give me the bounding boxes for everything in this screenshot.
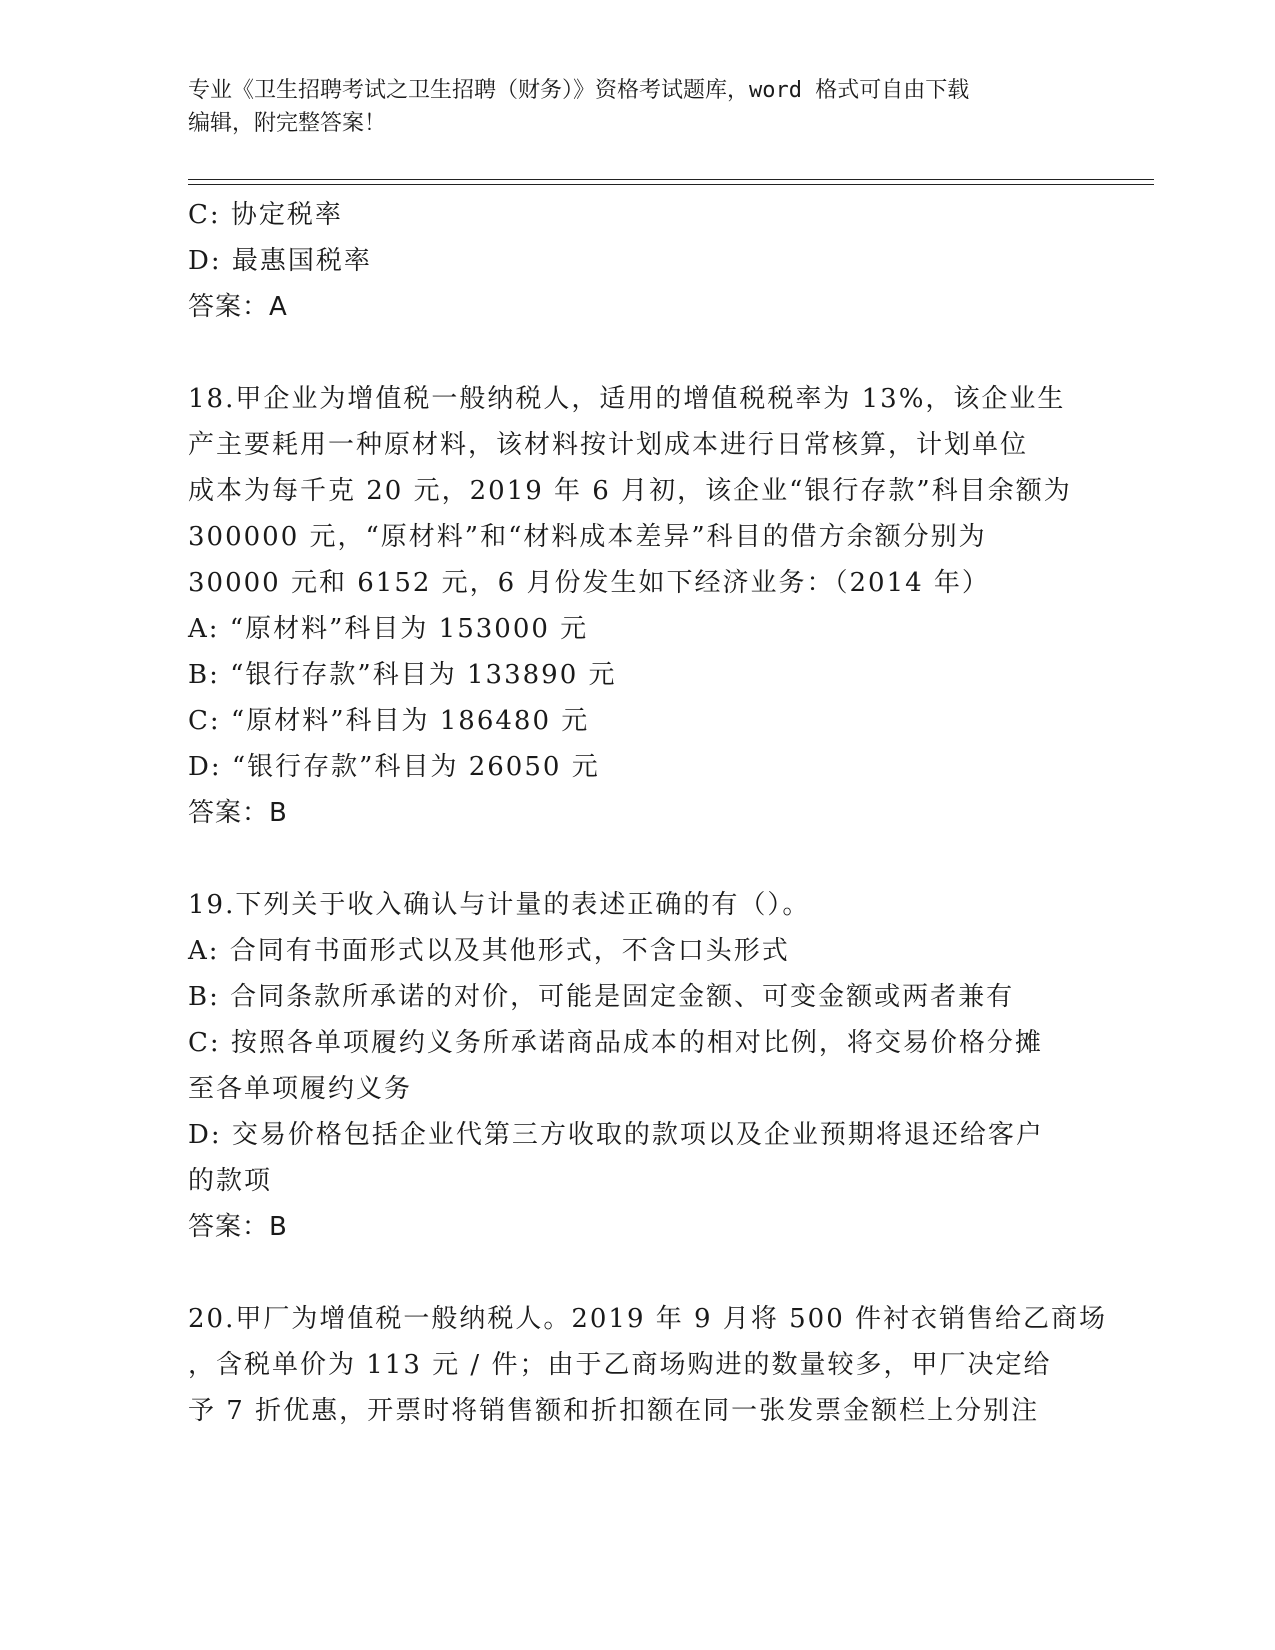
- option-b: B: “银行存款”科目为 133890 元: [188, 660, 617, 690]
- option-d: D: 交易价格包括企业代第三方收取的款项以及企业预期将退还给客户: [188, 1120, 1044, 1150]
- header-divider: [188, 184, 1154, 185]
- option-a: A: 合同有书面形式以及其他形式，不含口头形式: [188, 936, 790, 966]
- question-text-line: 18.甲企业为增值税一般纳税人，适用的增值税税率为 13%，该企业生: [188, 384, 1066, 414]
- header-line: 编辑，附完整答案！: [188, 111, 387, 136]
- question-text-line: 产主要耗用一种原材料，该材料按计划成本进行日常核算，计划单位: [188, 430, 1029, 460]
- option-a: A: “原材料”科目为 153000 元: [188, 614, 589, 644]
- question-text-line: 予 7 折优惠，开票时将销售额和折扣额在同一张发票金额栏上分别注: [188, 1396, 1040, 1426]
- question-17-tail: [188, 192, 1088, 330]
- header-divider: [188, 179, 1154, 180]
- option-c: C: 按照各单项履约义务所承诺商品成本的相对比例，将交易价格分摊: [188, 1028, 1043, 1058]
- spacer: [188, 836, 1088, 882]
- question-text-line: 30000 元和 6152 元，6 月份发生如下经济业务：（2014 年）: [188, 568, 990, 598]
- spacer: [188, 1250, 1088, 1296]
- question-19: [188, 882, 1088, 1250]
- question-text-line: 20.甲厂为增值税一般纳税人。2019 年 9 月将 500 件衬衣销售给乙商场: [188, 1304, 1108, 1334]
- document-header: [188, 74, 1088, 140]
- question-text-line: 成本为每千克 20 元，2019 年 6 月初，该企业“银行存款”科目余额为: [188, 476, 1072, 506]
- question-content: [188, 192, 1108, 1434]
- option-d-continued: 的款项: [188, 1166, 273, 1196]
- option-b: B: 合同条款所承诺的对价，可能是固定金额、可变金额或两者兼有: [188, 982, 1015, 1012]
- question-text-line: 19.下列关于收入确认与计量的表述正确的有（）。: [188, 890, 811, 920]
- question-20: [188, 1296, 1108, 1434]
- question-18: [188, 376, 1088, 836]
- answer-line: 答案：A: [188, 292, 288, 322]
- spacer: [188, 330, 1088, 376]
- option-c: C: 协定税率: [188, 200, 343, 230]
- option-c: C: “原材料”科目为 186480 元: [188, 706, 590, 736]
- question-text-line: 300000 元，“原材料”和“材料成本差异”科目的借方余额分别为: [188, 522, 987, 552]
- question-text-line: ，含税单价为 113 元 / 件；由于乙商场购进的数量较多，甲厂决定给: [188, 1350, 1052, 1380]
- option-c-continued: 至各单项履约义务: [188, 1074, 413, 1104]
- header-line: 专业《卫生招聘考试之卫生招聘（财务）》资格考试题库，word 格式可自由下载: [188, 78, 970, 103]
- option-d: D: 最惠国税率: [188, 246, 372, 276]
- option-d: D: “银行存款”科目为 26050 元: [188, 752, 600, 782]
- answer-line: 答案：B: [188, 798, 288, 828]
- answer-line: 答案：B: [188, 1212, 288, 1242]
